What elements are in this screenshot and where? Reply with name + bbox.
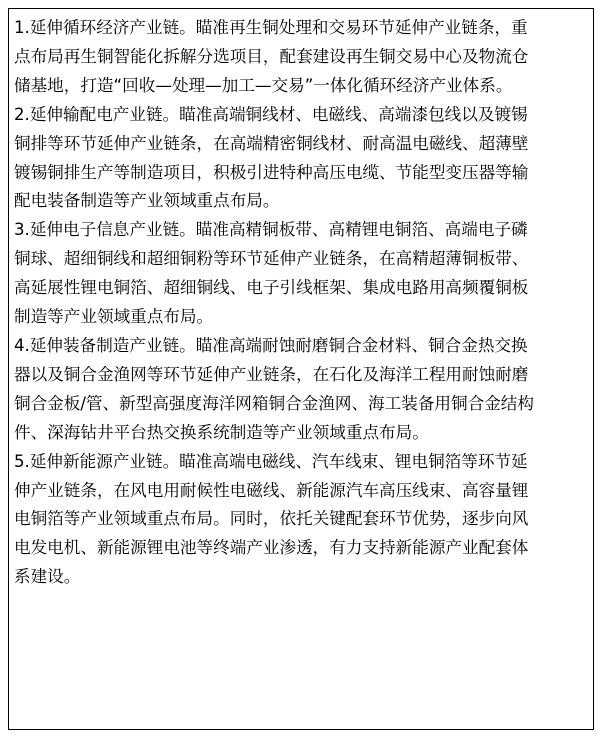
text-line: 2.延伸输配电产业链。瞄准高端铜线材、电磁线、高端漆包线以及镀锡 bbox=[14, 104, 528, 124]
paragraph-equipment-manufacturing bbox=[14, 332, 590, 448]
text-line: 电发电机、新能源锂电池等终端产业渗透，有力支持新能源产业配套体 bbox=[14, 538, 529, 558]
text-line: 件、深海钻井平台热交换系统制造等产业领域重点布局。 bbox=[14, 422, 429, 442]
text-line: 器以及铜合金渔网等环节延伸产业链条，在石化及海洋工程用耐蚀耐磨 bbox=[14, 364, 529, 384]
text-line: 镀锡铜排生产等制造项目，积极引进特种高压电缆、节能型变压器等输 bbox=[14, 162, 529, 182]
paragraph-electronic-information bbox=[14, 216, 590, 332]
text-line: 电铜箔等产业领域重点布局。同时，依托关键配套环节优势，逐步向风 bbox=[14, 509, 529, 529]
text-line: 4.延伸装备制造产业链。瞄准高端耐蚀耐磨铜合金材料、铜合金热交换 bbox=[14, 335, 528, 355]
document-body bbox=[14, 14, 590, 592]
text-line: 点布局再生铜智能化拆解分选项目，配套建设再生铜交易中心及物流仓 bbox=[14, 46, 529, 66]
text-line: 铜球、超细铜线和超细铜粉等环节延伸产业链条，在高精超薄铜板带、 bbox=[14, 249, 529, 269]
text-line: 铜排等环节延伸产业链条，在高端精密铜线材、耐高温电磁线、超薄壁 bbox=[14, 133, 529, 153]
paragraph-power-distribution bbox=[14, 101, 590, 217]
text-line: 高延展性锂电铜箔、超细铜线、电子引线框架、集成电路用高频覆铜板 bbox=[14, 278, 529, 298]
text-line: 伸产业链条，在风电用耐候性电磁线、新能源汽车高压线束、高容量锂 bbox=[14, 480, 529, 500]
text-line: 制造等产业领域重点布局。 bbox=[14, 307, 214, 327]
text-line: 3.延伸电子信息产业链。瞄准高精铜板带、高精锂电铜箔、高端电子磷 bbox=[14, 220, 528, 240]
text-line: 铜合金板/管、新型高强度海洋网箱铜合金渔网、海工装备用铜合金结构 bbox=[14, 393, 534, 413]
paragraph-circular-economy bbox=[14, 14, 590, 101]
paragraph-new-energy bbox=[14, 448, 590, 593]
text-line: 系建设。 bbox=[14, 567, 81, 587]
text-line: 5.延伸新能源产业链。瞄准高端电磁线、汽车线束、锂电铜箔等环节延 bbox=[14, 451, 528, 471]
text-line: 1.延伸循环经济产业链。瞄准再生铜处理和交易环节延伸产业链条，重 bbox=[14, 18, 528, 37]
text-line: 储基地，打造“回收—处理—加工—交易”一体化循环经济产业体系。 bbox=[14, 75, 513, 95]
text-line: 配电装备制造等产业领域重点布局。 bbox=[14, 191, 280, 211]
